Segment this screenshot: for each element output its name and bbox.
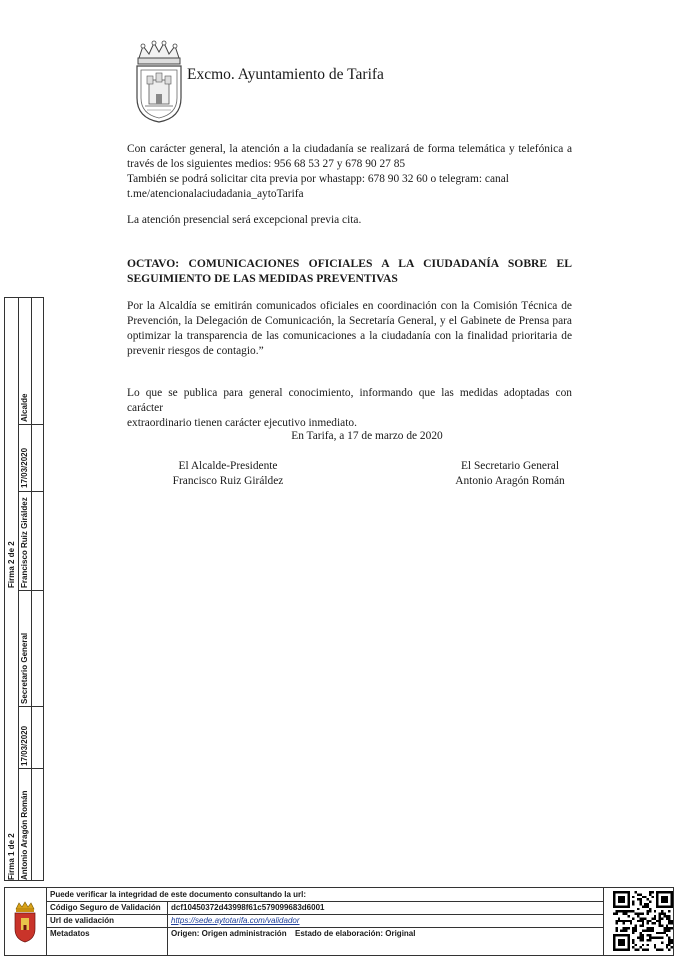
organization-name: Excmo. Ayuntamiento de Tarifa xyxy=(187,66,384,83)
text-line: Con carácter general, la atención a la ciudadanía se realizará de forma telemática y telefónica a xyxy=(127,143,572,155)
qr-code-icon xyxy=(613,891,673,951)
heading-line: OCTAVO: COMUNICACIONES OFICIALES A LA CIUDADANÍA SOBRE EL xyxy=(127,257,572,270)
text-line: También se podrá solicitar cita previa por whastapp: 678 90 32 60 o telegram: canal xyxy=(127,173,509,185)
firma2-role: Alcalde xyxy=(20,393,29,422)
paragraph-contact-info xyxy=(127,142,572,202)
csv-label: Código Seguro de Validación xyxy=(50,903,161,912)
validation-url-link[interactable]: https://sede.aytotarifa.com/validador xyxy=(171,916,300,925)
signature-strip xyxy=(4,297,44,881)
firma1-date: 17/03/2020 xyxy=(20,725,29,766)
municipal-crest-icon xyxy=(133,40,185,124)
text-line: Prevención, la Delegación de Comunicación, la Secretaría General, y el Gabinete de Prensa para xyxy=(127,315,572,327)
url-label: Url de validación xyxy=(50,916,115,925)
firma1-label: Firma 1 de 2 xyxy=(7,833,16,880)
metadata-label: Metadatos xyxy=(50,929,90,938)
text-line: través de los siguientes medios: 956 68 53 27 y 678 90 27 85 xyxy=(127,158,406,170)
section-heading xyxy=(127,256,572,286)
firma1-role: Secretario General xyxy=(20,632,29,704)
text-line: Lo que se publica para general conocimiento, informando que las medidas adoptadas con carácter xyxy=(127,387,572,414)
text-line: t.me/atencionalaciudadania_aytoTarifa xyxy=(127,188,304,200)
firma2-label: Firma 2 de 2 xyxy=(7,541,16,588)
metadata-state: Estado de elaboración: Original xyxy=(295,929,416,938)
verification-footer xyxy=(4,887,674,956)
firma1-name: Antonio Aragón Román xyxy=(20,790,29,880)
signature-mayor xyxy=(158,459,298,489)
text-line: prevenir riesgos de contagio.” xyxy=(127,345,264,357)
paragraph-publication xyxy=(127,386,572,431)
metadata-origin: Origen: Origen administración xyxy=(171,929,287,938)
firma2-date: 17/03/2020 xyxy=(20,447,29,488)
signature-title: El Alcalde-Presidente xyxy=(178,460,278,472)
paragraph-official-communications xyxy=(127,299,572,359)
text-line: Por la Alcaldía se emitirán comunicados oficiales en coordinación con la Comisión Técnica de xyxy=(127,300,572,312)
firma2-name: Francisco Ruiz Giráldez xyxy=(20,497,29,588)
csv-value: dcf10450372d43998f61c579099683d6001 xyxy=(171,903,325,912)
signature-name: Francisco Ruiz Giráldez xyxy=(172,475,284,487)
signature-title: El Secretario General xyxy=(460,460,560,472)
municipal-crest-icon xyxy=(13,901,37,943)
text-line: optimizar la transparencia de las comunicaciones a la ciudadanía con la finalidad prioritaria de xyxy=(127,330,572,342)
paragraph-in-person-notice: La atención presencial será excepcional previa cita. xyxy=(127,214,362,226)
integrity-notice: Puede verificar la integridad de este documento consultando la url: xyxy=(50,890,307,899)
signature-secretary xyxy=(430,459,590,489)
signature-name: Antonio Aragón Román xyxy=(455,475,565,487)
heading-line: SEGUIMIENTO DE LAS MEDIDAS PREVENTIVAS xyxy=(127,272,398,285)
date-place-line: En Tarifa, a 17 de marzo de 2020 xyxy=(291,430,443,442)
text-line: extraordinario tienen carácter ejecutivo inmediato. xyxy=(127,417,357,429)
